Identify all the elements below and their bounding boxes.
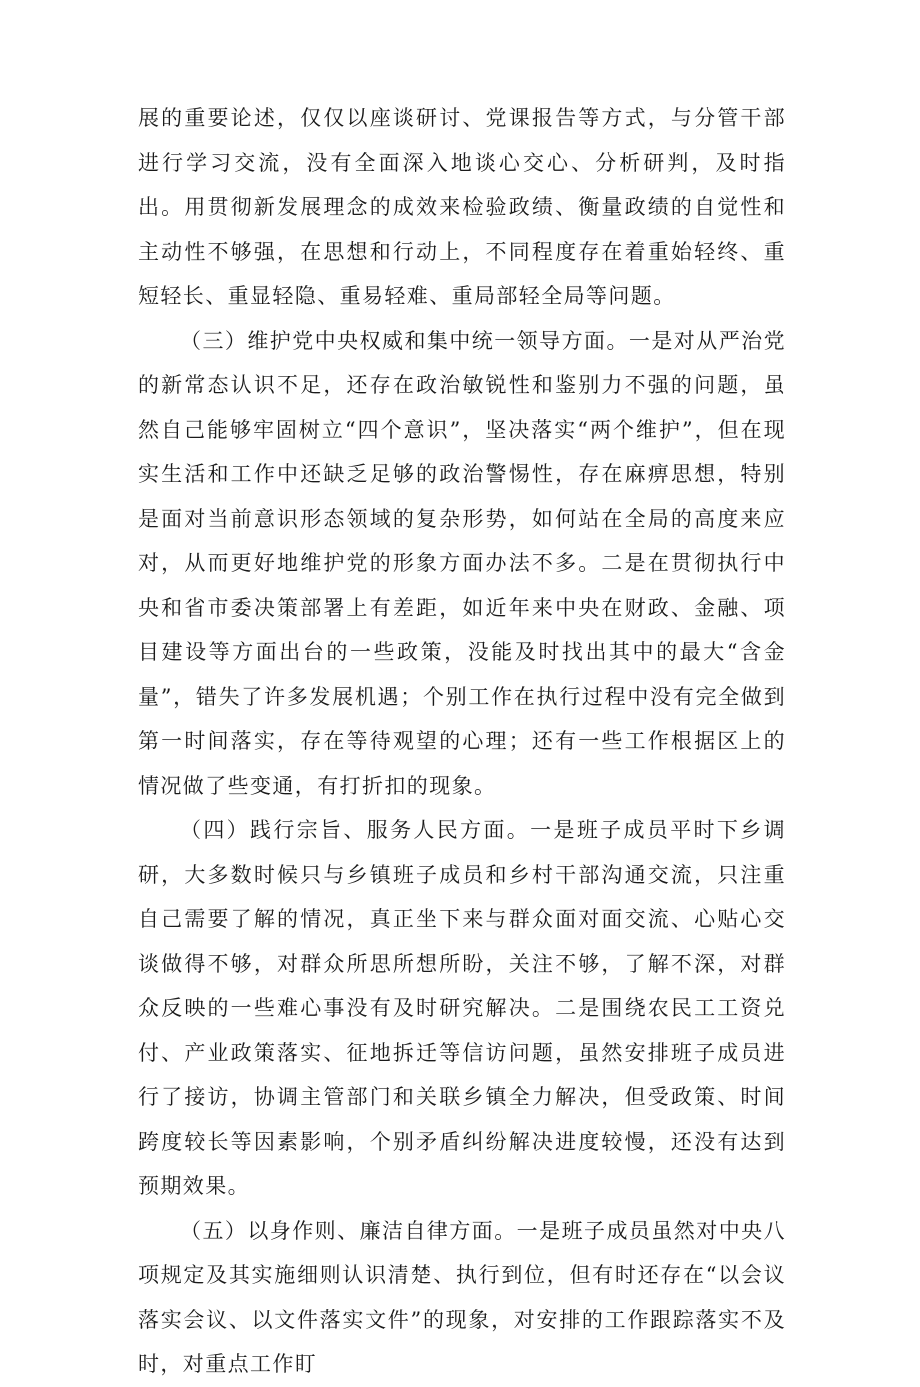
document-body [138,96,786,1387]
paragraph-section-3: （三）维护党中央权威和集中统一领导方面。一是对从严治党的新常态认识不足，还存在政治敏锐性和鉴别力不强的问题，虽然自己能够牢固树立“四个意识”，坚决落实“两个维护”，但在现实生活和工作中还缺乏足够的政治警惕性，存在麻痹思想，特别是面对当前意识形态领域的复杂形势，如何站在全局的高度来应对，从而更好地维护党的形象方面办法不多。二是在贯彻执行中央和省市委决策部署上有差距，如近年来中央在财政、金融、项目建设等方面出台的一些政策，没能及时找出其中的最大“含金量”，错失了许多发展机遇；个别工作在执行过程中没有完全做到第一时间落实，存在等待观望的心理；还有一些工作根据区上的情况做了些变通，有打折扣的现象。 [138,328,786,798]
paragraph-section-4: （四）践行宗旨、服务人民方面。一是班子成员平时下乡调研，大多数时候只与乡镇班子成员和乡村干部沟通交流，只注重自己需要了解的情况，真正坐下来与群众面对面交流、心贴心交谈做得不够，对群众所思所想所盼，关注不够，了解不深，对群众反映的一些难心事没有及时研究解决。二是围绕农民工工资兑付、产业政策落实、征地拆迁等信访问题，虽然安排班子成员进行了接访，协调主管部门和关联乡镇全力解决，但受政策、时间跨度较长等因素影响，个别矛盾纠纷解决进度较慢，还没有达到预期效果。 [138,818,786,1198]
paragraph-continuation: 展的重要论述，仅仅以座谈研讨、党课报告等方式，与分管干部进行学习交流，没有全面深入地谈心交心、分析研判，及时指出。用贯彻新发展理念的成效来检验政绩、衡量政绩的自觉性和主动性不够强，在思想和行动上，不同程度存在着重始轻终、重短轻长、重显轻隐、重易轻难、重局部轻全局等问题。 [138,106,786,308]
paragraph-section-5: （五）以身作则、廉洁自律方面。一是班子成员虽然对中央八项规定及其实施细则认识清楚、执行到位，但有时还存在“以会议落实会议、以文件落实文件”的现象，对安排的工作跟踪落实不及时，对重点工作盯 [138,1218,786,1376]
